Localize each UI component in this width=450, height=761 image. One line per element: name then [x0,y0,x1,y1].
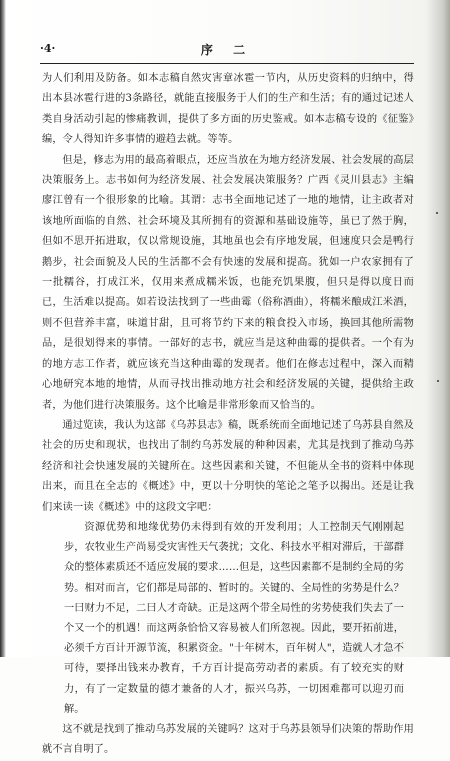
paragraph-1: 为人们利用及防备。如本志稿自然灾害章冰雹一节内，从历史资料的归纳中，得出本县冰雹行进的3条路径，就能直接服务于人们的生产和生活；有的通过记述人类自身活动引起的惨痛教训，提供了多方面的历史鉴戒。如本志稿专设的《征鉴》编，令人得知许多事情的避趋去就。等等。 [42,73,414,146]
running-title: 序 二 [200,43,254,57]
paragraph-2: 但是，修志为用的最高着眼点，还应当放在为地方经济发展、社会发展的高层决策服务上。志书如何为经济发展、社会发展决策服务？广西《灵川县志》主编廖江曾有一个很形象的比喻。其谓：志书全面地记述了一地的地情，让主政者对该地所面临的自然、社会环境及其所拥有的资源和基础设施等，虽已了然于胸，但如不思开拓进取，仅以常规设施，其地虽也会有序地发展，但速度只会是鸭行鹅步，社会面貌及人民的生活都不会有快速的发展和提高。犹如一户农家拥有了一批糯谷，打成江米，仅用来煮成糯米饭，也能充饥果腹，但只是得以度日而已，生活难以提高。如若设法找到了一些曲霉（俗称酒曲），将糯米酿成江米酒，则不但营养丰富，味道甘甜，且可将节约下来的粮食投入市场，换回其他所需物品，是很划得来的事情。一部好的志书，就应当是这种曲霉的提供者。一个有为的地方志工作者，就应该充当这种曲霉的发现者。他们在修志过程中，深入而精心地研究本地的地情，从而寻找出推动地方社会和经济发展的关键，提供给主政者，为他们进行决策服务。这个比喻是非常形象而又恰当的。 [42,154,414,411]
closing-paragraph: 这不就是找到了推动乌苏发展的关键吗？这对于乌苏县领导们决策的帮助作用就不言自明了。 [42,723,414,756]
paragraph-3: 通过览读，我认为这部《乌苏县志》稿，既系统而全面地记述了乌苏县自然及社会的历史和现状，也找出了制约乌苏发展的种种因素，尤其是找到了推动乌苏经济和社会快速发展的关键所在。这些因素和关键，不但能从全书的资料中体现出来，而且在全志的《概述》中，更以十分明快的笔论之笔予以揭出。还是让我们来读一读《概述》中的这段文字吧： [42,419,414,513]
page-number: ·4· [40,42,56,55]
page-header [40,42,414,60]
header-rule [40,63,414,64]
page-left-edge-shadow [0,0,6,657]
block-quote: 资源优势和地缘优势仍未得到有效的开发利用；人工控制天气刚刚起步，农牧业生产尚易受灾害性天气袭扰；文化、科技水平相对滞后，干部群众的整体素质还不适应发展的要求……但是，这些因素都不是制约全局的劣势。相对而言，它们都是局部的、暂时的。关键的、全局性的劣势是什么？一曰财力不足，二曰人才奇缺。正是这两个带全局性的劣势使我们失去了一个又一个的机遇！而这两条恰恰又容易被人们所忽视。因此，要开拓前进，必须千方百计开源节流，积累资金。"十年树木，百年树人"，造就人才急不可待，要择出钱来办教育，千方百计提高劳动者的素质。有了较充实的财力，有了一定数量的德才兼备的人才，振兴乌苏，一切困难都可以迎刃而解。 [64,521,404,715]
page-right-edge-shadow [426,0,450,657]
scan-speck [436,212,438,214]
scan-speck [437,380,439,382]
page-body [42,69,414,761]
